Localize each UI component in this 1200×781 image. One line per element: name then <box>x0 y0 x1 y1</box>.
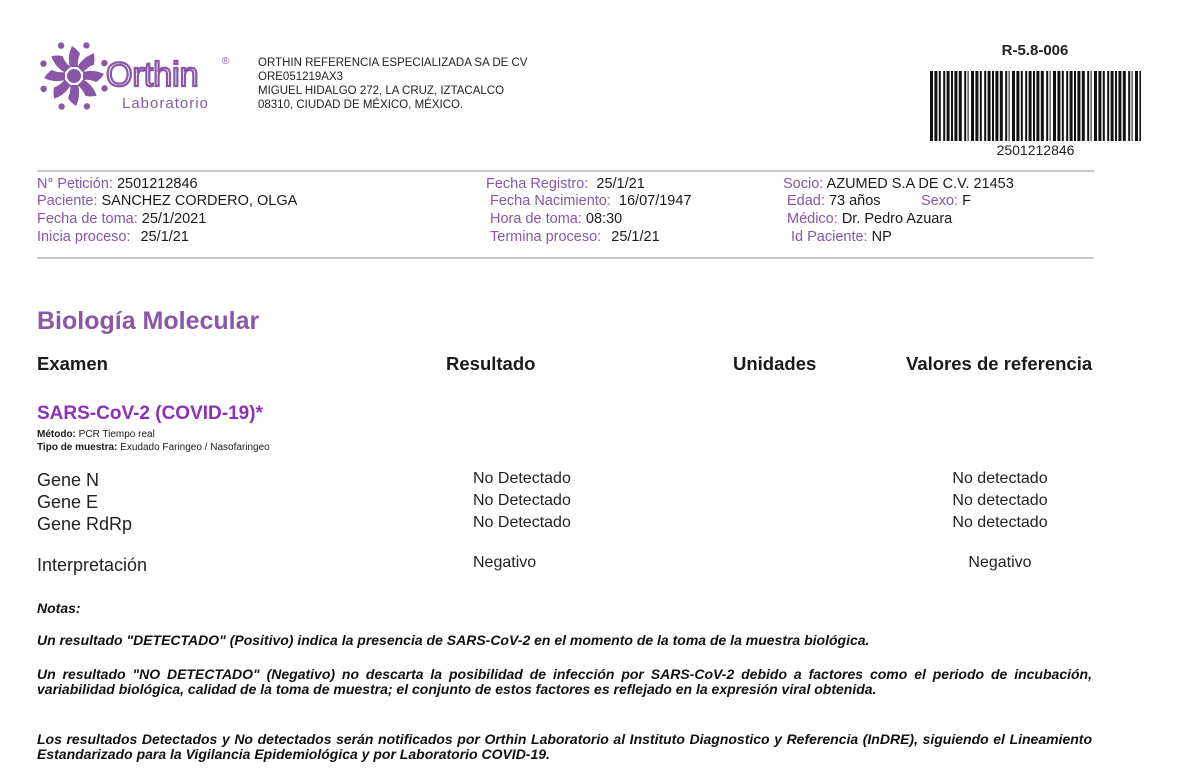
logo-petal <box>68 85 79 106</box>
barcode-bar <box>971 71 974 141</box>
barcode <box>928 71 1143 141</box>
sexo-label: Sexo: <box>921 193 959 209</box>
field-fecha-registro <box>486 176 645 194</box>
logo-petal <box>49 78 72 101</box>
company-rfc: ORE051219AX3 <box>258 71 344 83</box>
id-paciente-value: NP <box>871 229 892 245</box>
logo-dot <box>39 59 47 67</box>
field-id-paciente <box>791 229 892 247</box>
field-termina-proceso <box>490 229 660 247</box>
row-reference-gene-e: No detectado <box>952 492 1048 509</box>
barcode-bar <box>1057 71 1060 141</box>
edad-label: Edad: <box>787 193 825 209</box>
barcode-bar <box>1132 71 1133 141</box>
row-reference-gene-n: No detectado <box>952 470 1048 487</box>
row-result-interpretacion: Negativo <box>473 554 537 571</box>
logo-dot <box>82 41 90 49</box>
company-city: 08310, CIUDAD DE MÉXICO, MÉXICO. <box>258 99 464 111</box>
field-socio <box>783 176 1014 194</box>
registered-mark: ® <box>222 56 230 67</box>
barcode-bar <box>995 71 998 141</box>
paciente-value: SANCHEZ CORDERO, OLGA <box>101 193 298 209</box>
barcode-bar <box>1115 71 1117 141</box>
barcode-bar <box>954 71 957 141</box>
barcode-bar <box>1077 71 1080 141</box>
barcode-bar <box>1103 71 1105 141</box>
barcode-bar <box>959 71 962 141</box>
barcode-bar <box>939 71 941 141</box>
barcode-bar <box>943 71 945 141</box>
barcode-bar <box>1033 71 1035 141</box>
test-sample <box>37 441 270 454</box>
barcode-bar <box>1111 71 1114 141</box>
barcode-bar <box>1098 71 1101 141</box>
patient-divider <box>37 257 1094 259</box>
barcode-bar <box>1005 71 1007 141</box>
barcode-bar <box>968 71 969 141</box>
barcode-bar <box>934 71 937 141</box>
fecha-registro-value: 25/1/21 <box>596 176 645 192</box>
fecha-toma-label: Fecha de toma: <box>37 211 138 227</box>
field-medico <box>787 211 952 229</box>
inicia-proceso-label: Inicia proceso: <box>37 229 131 245</box>
barcode-bar <box>1094 71 1097 141</box>
row-name-gene-rdrp: Gene RdRp <box>37 514 133 534</box>
field-fecha-nacimiento <box>490 193 692 211</box>
barcode-bar <box>1118 71 1121 141</box>
sample-label: Tipo de muestra: <box>37 442 118 453</box>
barcode-bar <box>1029 71 1032 141</box>
logo-petal <box>69 46 80 67</box>
logo-subtitle-text: Laboratorio <box>122 95 209 112</box>
logo-petal <box>76 79 99 102</box>
top-divider <box>37 170 1094 172</box>
barcode-bar <box>1082 71 1085 141</box>
barcode-bar <box>1021 71 1023 141</box>
logo-brand-text: Orthin <box>106 56 199 94</box>
logo-dot <box>39 85 47 93</box>
document-code: R-5.8-006 <box>1001 42 1069 59</box>
barcode-bar <box>951 71 953 141</box>
barcode-bar <box>1012 71 1015 141</box>
row-reference-gene-rdrp: No detectado <box>952 514 1048 531</box>
row-name-gene-n: Gene N <box>37 470 100 490</box>
fecha-nacimiento-label: Fecha Nacimiento: <box>490 193 611 209</box>
orthin-logo <box>34 38 234 116</box>
barcode-bar <box>992 71 994 141</box>
field-peticion <box>37 176 198 194</box>
column-referencia: Valores de referencia <box>906 353 1093 374</box>
peticion-value: 2501212846 <box>116 176 198 192</box>
barcode-bar <box>1025 71 1027 141</box>
paciente-label: Paciente: <box>37 193 98 209</box>
barcode-bar <box>1036 71 1039 141</box>
barcode-bar <box>1135 71 1138 141</box>
barcode-bar <box>1074 71 1076 141</box>
barcode-bar <box>1050 71 1051 141</box>
hora-toma-label: Hora de toma: <box>490 211 582 227</box>
logo-dot <box>83 102 91 110</box>
barcode-bar <box>984 71 986 141</box>
column-examen: Examen <box>37 353 108 374</box>
method-value: PCR Tiempo real <box>78 429 155 440</box>
hora-toma-value: 08:30 <box>585 211 623 227</box>
fecha-nacimiento-value: 16/07/1947 <box>618 193 692 209</box>
note-no-detectado: Un resultado "NO DETECTADO" (Negativo) no descarta la posibilidad de infección por SARS-CoV-2 debido a factores como el periodo de incubación, variabilidad biológica, calidad de la toma de muestra; el conjunto de estos factores es reflejado en la expresión viral obtenida. <box>37 666 1092 697</box>
logo-dot <box>57 41 65 49</box>
barcode-bar <box>1000 71 1003 141</box>
logo-petal <box>44 70 65 81</box>
barcode-bar <box>964 71 966 141</box>
company-name: ORTHIN REFERENCIA ESPECIALIZADA SA DE CV <box>258 57 528 69</box>
barcode-bar <box>1139 71 1141 141</box>
logo-dot <box>57 102 65 110</box>
inicia-proceso-value: 25/1/21 <box>140 229 189 245</box>
field-paciente <box>37 193 297 211</box>
barcode-bar <box>1053 71 1056 141</box>
socio-value: AZUMED S.A DE C.V. 21453 <box>826 176 1014 192</box>
method-label: Método: <box>37 429 76 440</box>
barcode-bar <box>1066 71 1068 141</box>
field-edad <box>787 193 881 211</box>
note-detectado: Un resultado "DETECTADO" (Positivo) indica la presencia de SARS-CoV-2 en el momento de la toma de la muestra biológica. <box>37 632 870 648</box>
row-result-gene-rdrp: No Detectado <box>473 514 571 531</box>
field-inicia-proceso <box>37 229 189 247</box>
row-reference-interpretacion: Negativo <box>968 554 1032 571</box>
barcode-bar <box>1123 71 1126 141</box>
column-unidades: Unidades <box>733 353 817 374</box>
barcode-bar <box>975 71 978 141</box>
barcode-bar <box>1087 71 1089 141</box>
test-method <box>37 428 155 441</box>
logo-petal <box>83 71 104 82</box>
fecha-registro-label: Fecha Registro: <box>486 176 589 192</box>
sexo-value: F <box>962 193 971 209</box>
row-result-gene-e: No Detectado <box>473 492 571 509</box>
column-resultado: Resultado <box>446 353 536 374</box>
field-hora-toma <box>490 211 622 229</box>
medico-label: Médico: <box>787 211 838 227</box>
peticion-label: N° Petición: <box>37 176 113 192</box>
barcode-bar <box>1041 71 1044 141</box>
barcode-bar <box>1046 71 1048 141</box>
medico-value: Dr. Pedro Azuara <box>841 211 953 227</box>
test-title: SARS-CoV-2 (COVID-19)* <box>37 403 263 424</box>
row-name-gene-e: Gene E <box>37 492 99 512</box>
fecha-toma-value: 25/1/2021 <box>141 211 207 227</box>
barcode-bar <box>947 71 950 141</box>
barcode-bar <box>1062 71 1064 141</box>
barcode-bar <box>1107 71 1109 141</box>
barcode-bar <box>1009 71 1010 141</box>
logo-petal <box>49 51 72 74</box>
field-sexo <box>921 193 971 211</box>
barcode-bar <box>930 71 933 141</box>
barcode-bar <box>988 71 991 141</box>
termina-proceso-label: Termina proceso: <box>490 229 602 245</box>
barcode-bar <box>1091 71 1092 141</box>
edad-value: 73 años <box>828 193 881 209</box>
logo-petal <box>77 51 100 74</box>
row-result-gene-n: No Detectado <box>473 470 571 487</box>
row-name-interpretacion: Interpretación <box>37 555 148 575</box>
sample-value: Exudado Faringeo / Nasofaringeo <box>120 442 270 453</box>
socio-label: Socio: <box>783 176 824 192</box>
id-paciente-label: Id Paciente: <box>791 229 868 245</box>
termina-proceso-value: 25/1/21 <box>611 229 660 245</box>
barcode-number: 2501212846 <box>996 142 1075 158</box>
barcode-bar <box>1016 71 1019 141</box>
barcode-bar <box>980 71 982 141</box>
notes-heading: Notas: <box>37 600 81 616</box>
company-address: MIGUEL HIDALGO 272, LA CRUZ, IZTACALCO <box>258 85 505 97</box>
section-title: Biología Molecular <box>37 307 260 335</box>
barcode-bar <box>1070 71 1073 141</box>
field-fecha-toma <box>37 211 206 229</box>
barcode-bar <box>1128 71 1130 141</box>
note-notificacion: Los resultados Detectados y No detectados serán notificados por Orthin Laboratorio al Instituto Diagnostico y Referencia (InDRE), siguiendo el Lineamiento Estandarizado para la Vigilancia Epidemiológica y por Laboratorio COVID-19. <box>37 731 1092 762</box>
logo-emblem-icon <box>39 41 109 111</box>
